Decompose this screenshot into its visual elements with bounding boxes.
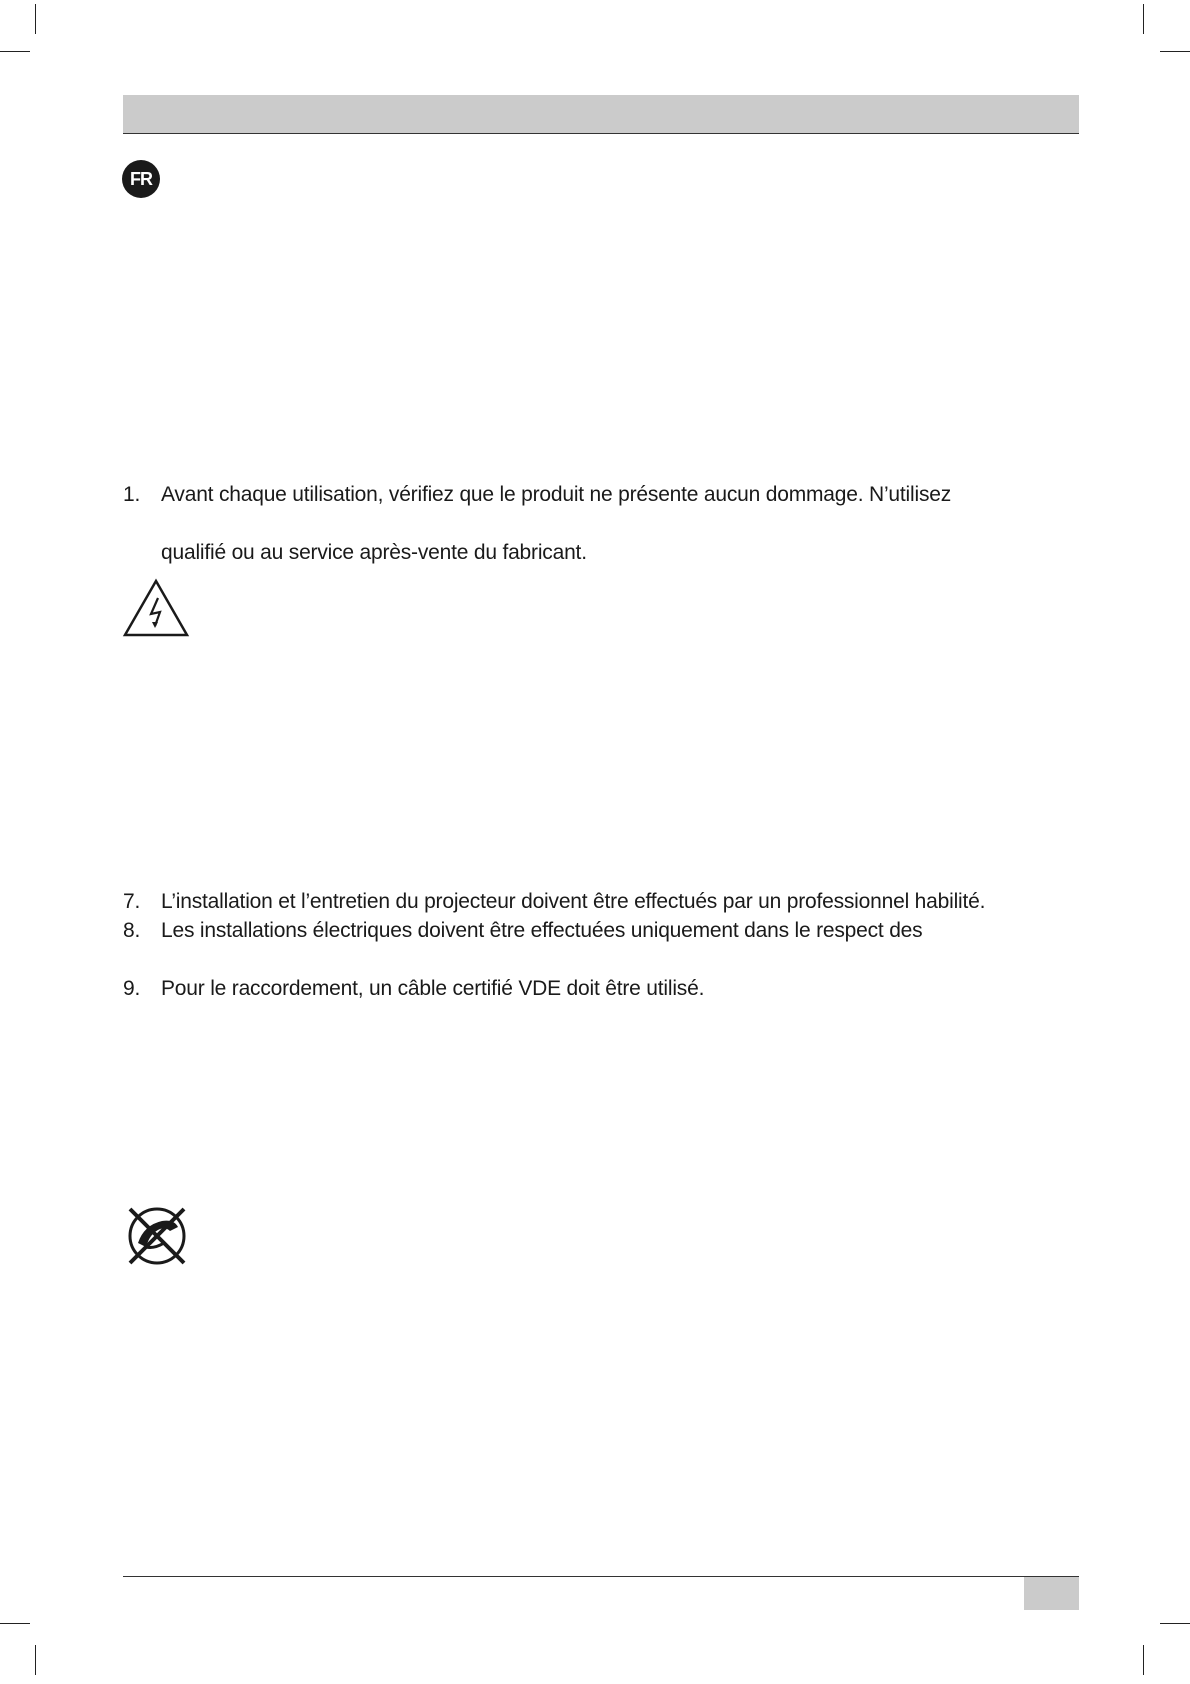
crop-mark bbox=[1160, 1623, 1190, 1624]
crop-mark bbox=[35, 1645, 36, 1675]
language-badge: FR bbox=[122, 160, 160, 198]
item-number: 7. bbox=[123, 890, 141, 913]
crop-mark bbox=[1143, 4, 1144, 34]
item-text: Pour le raccordement, un câble certifié VDE doit être utilisé. bbox=[161, 977, 705, 1000]
item-text: Les installations électriques doivent être effectuées uniquement dans le respect des bbox=[161, 919, 923, 942]
item-number: 9. bbox=[123, 977, 141, 1000]
crop-mark bbox=[1160, 51, 1190, 52]
electric-shock-warning-icon bbox=[122, 578, 190, 638]
crop-mark bbox=[0, 1623, 30, 1624]
item-text: qualifié ou au service après-vente du fabricant. bbox=[161, 541, 587, 564]
no-wet-cleaning-icon bbox=[124, 1203, 190, 1269]
item-number: 8. bbox=[123, 919, 141, 942]
page-number-box bbox=[1024, 1577, 1079, 1610]
crop-mark bbox=[0, 51, 30, 52]
footer-rule bbox=[123, 1576, 1079, 1577]
header-band bbox=[123, 95, 1079, 134]
item-text: Avant chaque utilisation, vérifiez que le produit ne présente aucun dommage. N’utilisez bbox=[161, 483, 952, 506]
item-number: 1. bbox=[123, 483, 141, 506]
crop-mark bbox=[1143, 1645, 1144, 1675]
item-text: L’installation et l’entretien du projecteur doivent être effectués par un professionnel habilité. bbox=[161, 890, 986, 913]
crop-mark bbox=[35, 4, 36, 34]
